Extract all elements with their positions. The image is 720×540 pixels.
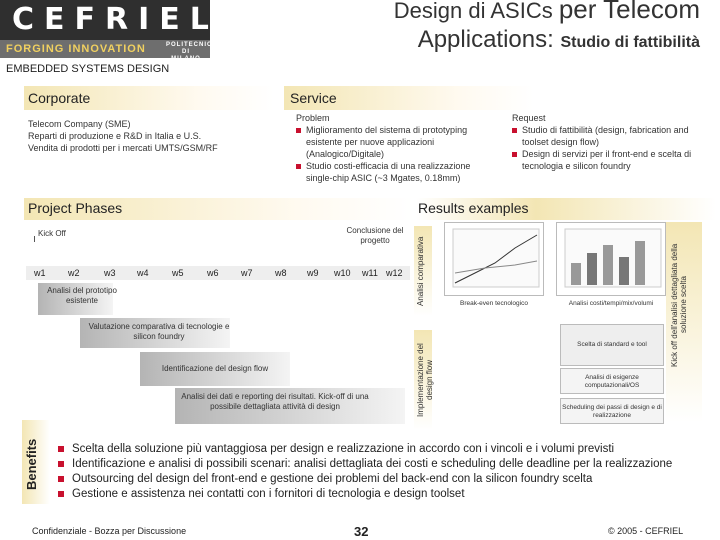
task-label: Analisi del prototipo esistente <box>47 286 117 305</box>
result-caption: Analisi costi/tempi/mix/volumi <box>568 300 654 307</box>
benefits-label: Benefits <box>24 438 39 490</box>
benefit-item: Outsourcing del design del front-end e gestione dei problemi del back-end con la silicon foundry scelta <box>58 472 708 487</box>
result-caption: Scheduling dei passi di design e di realizzazione <box>562 404 662 419</box>
benefit-item: Identificazione e analisi di possibili scenari: analisi dettagliata dei costi e scheduling delle deadline per la realizzazione <box>58 457 708 472</box>
task-label: Valutazione comparativa di tecnologie e silicon foundry <box>88 322 230 341</box>
conclusion-label: Conclusione del progetto <box>346 226 404 245</box>
page-number: 32 <box>354 524 369 539</box>
tagline-bar <box>0 40 219 62</box>
task-label: Identificazione del design flow <box>161 364 269 373</box>
problem-item: Studio costi-efficacia di una realizzazione single-chip ASIC (~3 Mgates, 0.18mm) <box>296 160 496 184</box>
request-block <box>512 112 712 172</box>
result-caption: Analisi di esigenze computazionali/OS <box>584 374 640 389</box>
service-band <box>284 86 534 110</box>
week-label: w9 <box>307 268 319 278</box>
footer-confidential: Confidenziale - Bozza per Discussione <box>32 526 187 536</box>
request-item: Studio di fattibilità (design, fabrication and toolset design flow) <box>512 124 712 148</box>
kickoff-label: Kick Off <box>38 229 66 238</box>
slide-title-line2 <box>300 26 700 54</box>
result-caption: Break-even tecnologico <box>460 300 528 307</box>
corporate-text <box>28 118 278 154</box>
corporate-line: Reparti di produzione e R&D in Italia e U.S. <box>28 131 202 141</box>
project-phases-heading: Project Phases <box>28 200 123 216</box>
section-subtitle: EMBEDDED SYSTEMS DESIGN <box>6 63 170 75</box>
title-part: Applications: <box>417 26 561 53</box>
corporate-band <box>24 86 274 110</box>
politecnico-logo: POLITECNICO DI MILANO <box>166 42 219 62</box>
problem-title: Problem <box>296 113 330 123</box>
title-part: Design di ASICs <box>393 0 559 23</box>
result-caption: Scelta di standard e tool <box>577 341 647 348</box>
corporate-line: Telecom Company (SME) <box>28 119 131 129</box>
week-label: w3 <box>104 268 116 278</box>
week-label: w2 <box>68 268 80 278</box>
tagline-text: FORGING INNOVATION <box>6 43 146 55</box>
benefit-item: Gestione e assistenza nei contatti con i fornitori di tecnologia e design toolset <box>58 487 708 502</box>
slide-title-line1 <box>300 0 700 25</box>
week-label: w11 <box>362 268 378 278</box>
title-part: per Telecom <box>558 0 700 24</box>
cefriel-logo: CEFRIEL <box>0 0 210 40</box>
problem-block <box>296 112 496 184</box>
week-label: w10 <box>334 268 351 278</box>
title-part: Studio di fattibilità <box>560 34 700 51</box>
request-item: Design di servizi per il front-end e scelta di tecnologia e silicon foundry <box>512 148 712 172</box>
problem-item: Miglioramento del sistema di prototyping esistente per nuove applicazioni (Analogico/Digitale) <box>296 124 496 160</box>
results-heading: Results examples <box>418 200 529 216</box>
vertical-label: Kick off dell'analisi dettagliata della soluzione scelta <box>670 243 688 367</box>
task-label: Analisi dei dati e reporting dei risultati. Kick-off di una possibile dettagliata attività di design <box>181 392 369 411</box>
results-band <box>416 198 716 220</box>
week-label: w8 <box>275 268 287 278</box>
week-label: w12 <box>386 268 403 278</box>
week-label: w4 <box>137 268 149 278</box>
benefits-list <box>58 442 708 502</box>
week-label: w7 <box>241 268 253 278</box>
project-phases-band <box>24 198 414 220</box>
corporate-heading: Corporate <box>28 90 91 106</box>
week-label: w6 <box>207 268 219 278</box>
kickoff-marker <box>34 236 35 242</box>
chart-thumbnail <box>444 222 544 296</box>
corporate-line: Vendita di prodotti per i mercati UMTS/GSM/RF <box>28 143 218 153</box>
vertical-label: Analisi comparativa <box>416 236 425 306</box>
week-label: w5 <box>172 268 184 278</box>
chart-thumbnail <box>556 222 666 296</box>
service-heading: Service <box>290 90 337 106</box>
footer-copyright: © 2005 - CEFRIEL <box>608 526 684 536</box>
benefit-item: Scelta della soluzione più vantaggiosa per design e realizzazione in accordo con i vincoli e i volumi previsti <box>58 442 708 457</box>
week-label: w1 <box>34 268 46 278</box>
vertical-label: Implementazione del design flow <box>416 343 434 417</box>
request-title: Request <box>512 113 546 123</box>
